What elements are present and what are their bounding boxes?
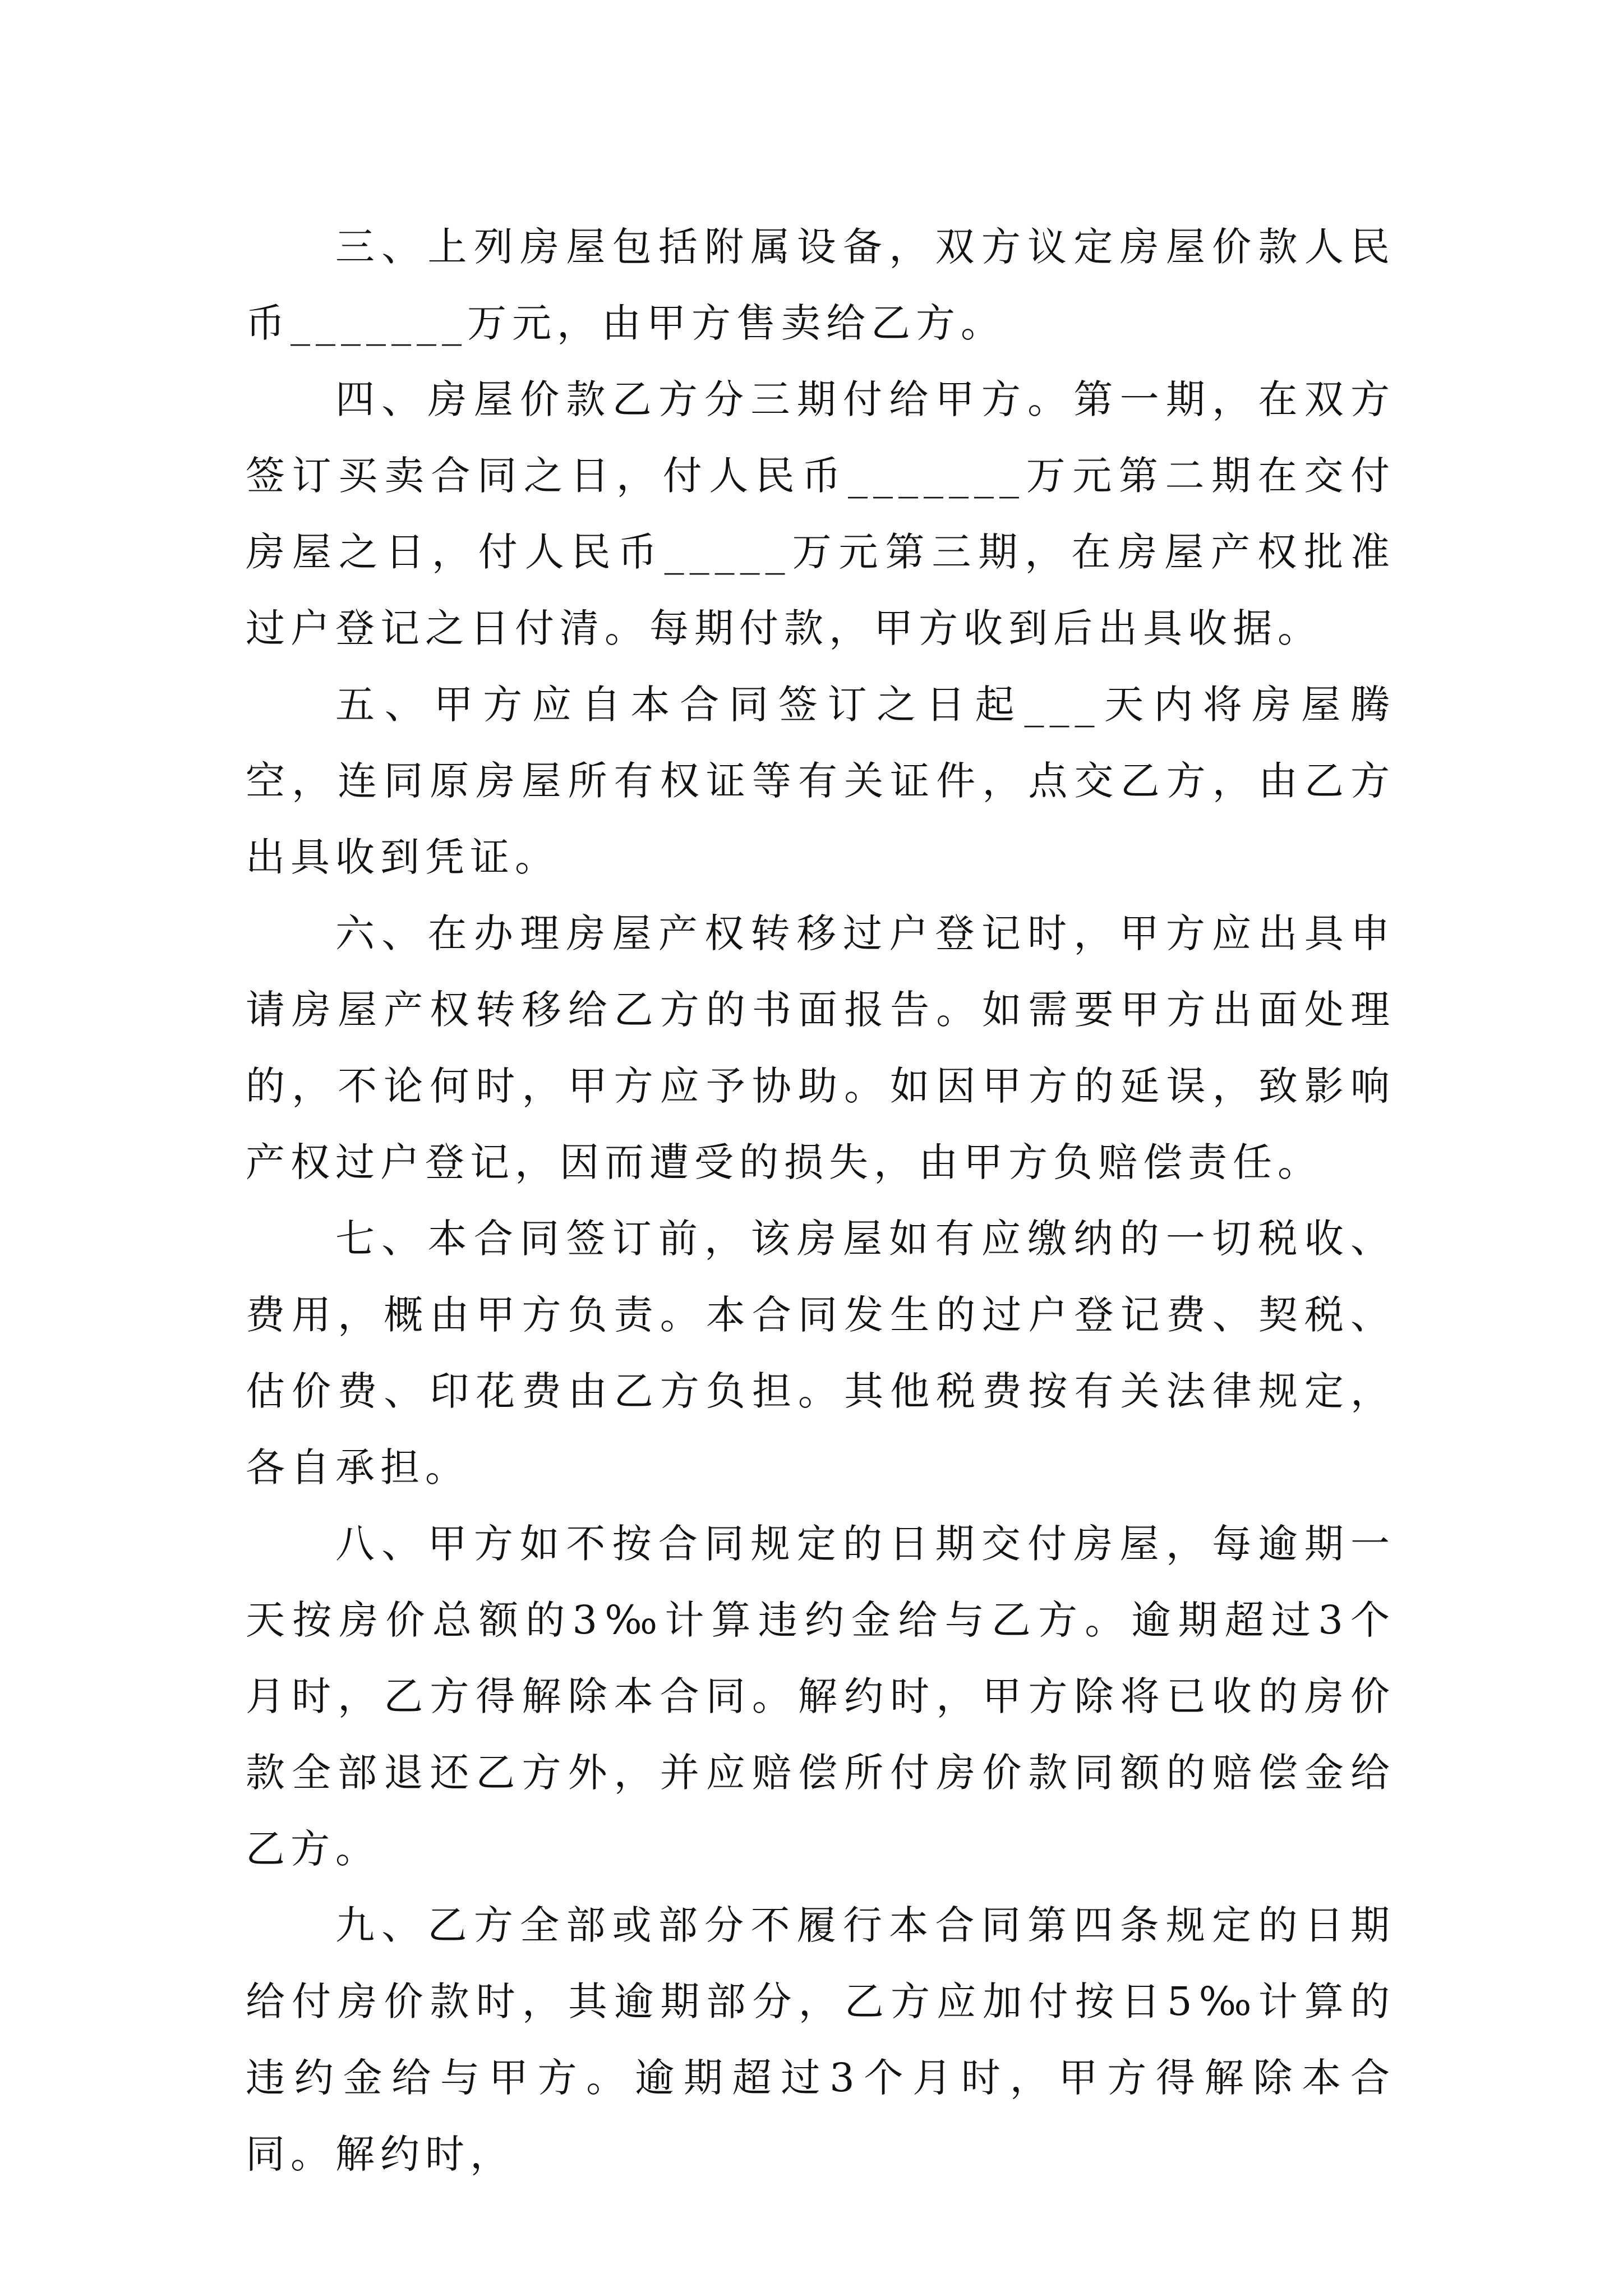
clause-3: 三、上列房屋包括附属设备，双方议定房屋价款人民币_______万元，由甲方售卖给乙方。	[246, 224, 1395, 346]
clause-7: 七、本合同签订前，该房屋如有应缴纳的一切税收、费用，概由甲方负责。本合同发生的过户登记费、契税、估价费、印花费由乙方负担。其他税费按有关法律规定，各自承担。	[246, 1216, 1395, 1490]
clause-5: 五、甲方应自本合同签订之日起___天内将房屋腾空，连同原房屋所有权证等有关证件，点交乙方，由乙方出具收到凭证。	[246, 682, 1395, 880]
clause-6: 六、在办理房屋产权转移过户登记时，甲方应出具申请房屋产权转移给乙方的书面报告。如需要甲方出面处理的，不论何时，甲方应予协助。如因甲方的延误，致影响产权过户登记，因而遭受的损失，由甲方负赔偿责任。	[246, 910, 1395, 1185]
clause-9: 九、乙方全部或部分不履行本合同第四条规定的日期给付房价款时，其逾期部分，乙方应加付按日5‰计算的违约金给与甲方。逾期超过3个月时，甲方得解除本合同。解约时，	[246, 1902, 1395, 2177]
clause-8: 八、甲方如不按合同规定的日期交付房屋，每逾期一天按房价总额的3‰计算违约金给与乙方。逾期超过3个月时，乙方得解除本合同。解约时，甲方除将已收的房价款全部退还乙方外，并应赔偿所付房价款同额的赔偿金给乙方。	[246, 1521, 1395, 1872]
document-body	[246, 209, 1395, 2192]
clause-4: 四、房屋价款乙方分三期付给甲方。第一期，在双方签订买卖合同之日，付人民币_______万元第二期在交付房屋之日，付人民币_____万元第三期，在房屋产权批准过户登记之日付清。每期付款，甲方收到后出具收据。	[246, 376, 1395, 651]
